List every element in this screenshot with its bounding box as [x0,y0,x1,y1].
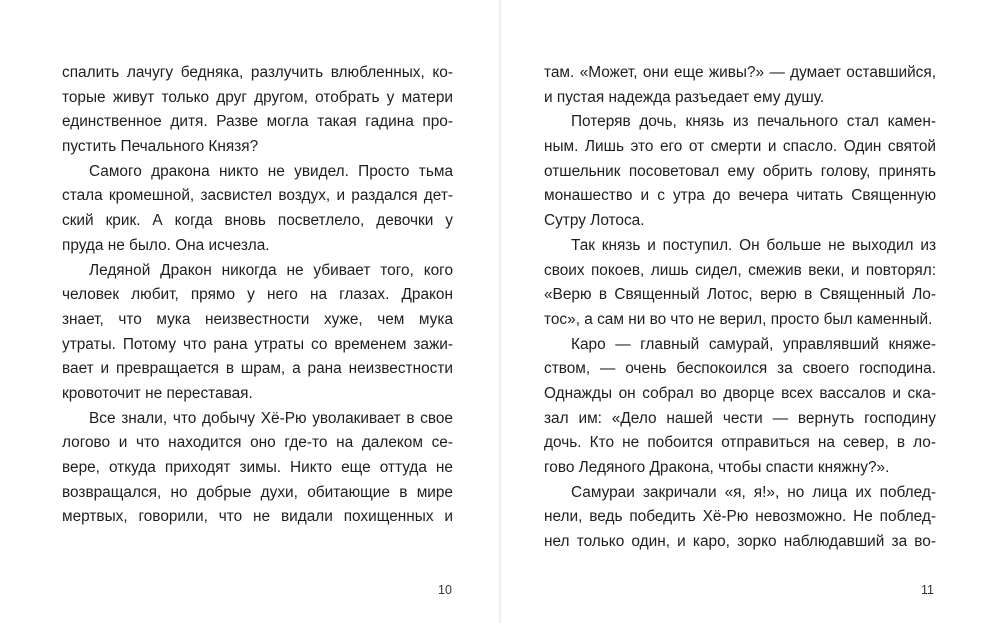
text-line: «Верю в Священный Лотос, верю в Священный Ло- [544,286,936,304]
text-line: логово и что находится оно где-то на далеком се- [62,434,453,452]
left-page [0,0,499,623]
text-line: возвращался, но добрые духи, обитающие в мире [62,483,453,501]
text-line: утраты. Потому что рана утраты со временем зажи- [62,335,453,353]
text-line: и пустая надежда разъедает ему душу. [544,88,825,106]
right-page [501,0,1000,623]
text-line: ным. Лишь это его от смерти и спасло. Один святой [544,138,936,156]
text-line: Самураи закричали «я, я!», но лица их поблед- [571,483,936,501]
text-line: монашество и с утра до вечера читать Священную [544,187,936,205]
text-line: мертвых, говорили, что не видали похищенных и [62,508,453,526]
text-line: Однажды он собрал во дворце всех вассалов и ска- [544,384,936,402]
right-page-text [544,61,936,555]
text-line: ством, — очень беспокоился за своего господина. [544,360,936,378]
text-line: отшельник посоветовал ему обрить голову, принять [544,162,936,180]
text-line: Ледяной Дракон никогда не убивает того, кого [89,261,453,279]
text-line: Сутру Лотоса. [544,212,645,230]
text-line: тос», а сам ни во что не верил, просто был каменный. [544,310,933,328]
text-line: гово Ледяного Дракона, чтобы спасти княжну?». [544,459,890,476]
text-line: Так князь и поступил. Он больше не выходил из [571,236,936,254]
text-line: вает и превращается в шрам, а рана неизвестности [62,360,453,378]
text-line: дочь. Кто не побоится отправиться на север, в ло- [544,434,936,452]
text-line: Самого дракона никто не увидел. Просто тьма [89,162,453,180]
text-line: своих покоев, лишь сидел, смежив веки, и повторял: [544,261,936,279]
text-line: Каро — главный самурай, управлявший княже- [571,335,936,353]
text-line: там. «Может, они еще живы?» — думает оставшийся, [544,64,936,81]
text-line: торые живут только друг другом, отобрать у матери [62,88,453,106]
text-line: пруда не было. Она исчезла. [62,236,270,254]
text-line: ский крик. А когда вновь посветлело, девочки у [62,212,453,230]
text-line: спалить лачугу бедняка, разлучить влюбленных, ко- [62,64,453,81]
text-line: нели, ведь победить Хё-Рю невозможно. Не поблед- [544,508,936,526]
text-line: пустить Печального Князя? [62,138,259,156]
left-page-text [62,61,453,530]
right-page-number: 11 [921,583,934,597]
text-line: зал им: «Дело нашей чести — вернуть господину [544,409,936,427]
text-line: кровоточит не переставая. [62,384,253,402]
text-line: нел только один, и каро, зорко наблюдавший за во- [544,533,936,551]
text-line: Потеряв дочь, князь из печального стал камен- [571,113,936,131]
left-page-number: 10 [438,583,452,597]
text-line: стала кромешной, засвистел воздух, и раздался дет- [62,187,453,205]
text-line: вере, откуда приходят зимы. Никто еще оттуда не [62,459,453,476]
text-line: человек любит, прямо у него на глазах. Дракон [62,286,453,304]
text-line: Все знали, что добычу Хё-Рю уволакивает в свое [89,409,453,427]
text-line: знает, что мука неизвестности хуже, чем мука [62,310,453,328]
text-line: единственное дитя. Разве могла такая гадина про- [62,113,453,131]
